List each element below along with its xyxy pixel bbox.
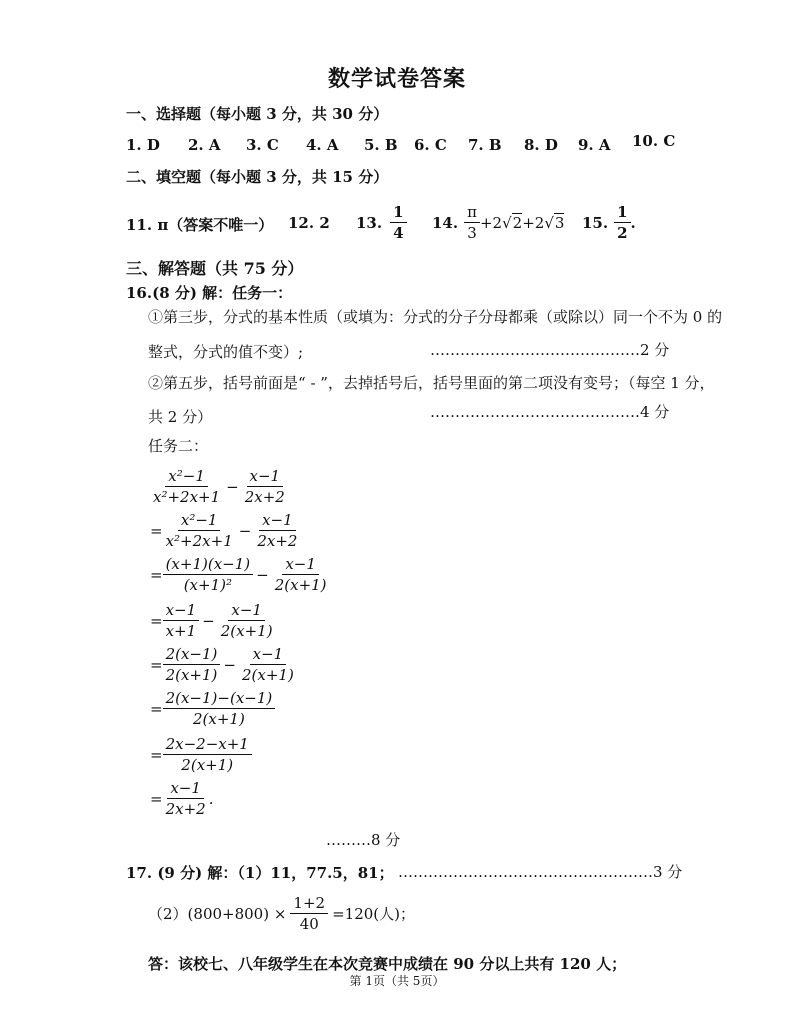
section-3-heading: 三、解答题（共 75 分） [126,259,304,278]
answer-6: 6. C [414,136,447,154]
q17-den: 40 [299,915,319,933]
step-operator: − [223,655,236,674]
q15-end: . [630,213,636,232]
step-a-den: 2(x+1) [165,666,218,684]
q17-part2-post: =120(人)； [332,905,415,923]
step-end: . [208,789,214,808]
step-b-den: 2(x+1) [274,576,327,594]
step-operator: − [226,477,239,496]
step-a-den: 2x+2 [165,800,206,818]
q13-fraction [390,202,406,243]
q16-item1-line2: 整式，分式的值不变）; [148,343,304,361]
step-b-num: x−1 [228,600,265,621]
step-a-num: x²−1 [178,510,221,531]
q14-fraction [464,202,480,243]
answer-10: 10. C [632,132,676,150]
step-b-num: x−1 [259,510,296,531]
q14-den: 3 [467,224,477,242]
step-fraction-a [163,734,252,775]
answer-9: 9. A [578,136,611,154]
answer-4: 4. A [306,136,339,154]
derivation-step [150,644,297,685]
step-fraction-a [150,466,223,507]
q17-answer: 答：该校七、八年级学生在本次竞赛中成绩在 90 分以上共有 120 人； [148,955,627,973]
derivation-step [150,688,275,729]
derivation-step [150,778,213,819]
sqrt-sign-icon: √ [544,213,554,232]
q16-item1-score: ……………………………………2 分 [430,341,670,359]
answer-11: 11. π（答案不唯一） [126,216,274,234]
step-a-den: x+1 [165,622,197,640]
q17-part2 [148,893,415,934]
answer-5: 5. B [364,136,398,154]
answer-12: 12. 2 [288,214,330,232]
q13-label: 13. [356,213,383,232]
derivation-step [150,510,300,551]
step-a-num: (x+1)(x−1) [163,554,254,575]
q16-item2-score: ……………………………………4 分 [430,403,670,421]
q15-fraction [614,202,630,243]
answer-7: 7. B [468,136,502,154]
step-operator: − [202,611,215,630]
step-fraction-a [163,778,209,819]
q17-num: 1+2 [290,893,328,914]
step-a-den: 2(x+1) [181,756,234,774]
section-1-heading: 一、选择题（每小题 3 分，共 30 分） [126,105,389,123]
q13-den: 4 [393,224,404,242]
page-footer: 第 1页（共 5页） [349,974,445,988]
step-a-num: 2(x−1) [163,644,221,665]
step-operator: − [238,521,252,540]
q13-num: 1 [390,202,406,223]
step-b-den: 2x+2 [244,488,285,506]
step-a-num: x²−1 [165,466,208,487]
derivation-step [150,466,288,507]
answer-2: 2. A [188,136,221,154]
q16-item2-line1: ②第五步，括号前面是“ - ”，去掉括号后，括号里面的第二项没有变号；（每空 1 分， [148,374,715,392]
step-b-den: 2x+2 [257,532,298,550]
step-prefix: = [150,655,163,674]
step-fraction-a [163,688,276,729]
answer-13 [356,202,407,243]
q14-plus-b: +2 [522,213,545,232]
q14-label: 14. [432,213,459,232]
step-b-num: x−1 [247,466,284,487]
q17-heading: 17. (9 分) 解：（1）11，77.5，81； [126,864,394,882]
derivation-step [150,554,330,595]
q17-fraction [290,893,328,934]
answer-3: 3. C [246,136,279,154]
q14-radicand-a: 2 [512,214,523,232]
answer-15 [582,202,636,243]
section-2-heading: 二、填空题（每小题 3 分，共 15 分） [126,168,389,186]
q16-heading: 16.(8 分) 解：任务一： [126,284,293,302]
q14-num: π [464,202,480,223]
step-prefix: = [150,745,163,764]
q16-final-score: ………8 分 [326,831,401,849]
step-fraction-a [163,600,200,641]
step-b-den: 2(x+1) [220,622,273,640]
step-a-den: (x+1)² [183,576,232,594]
q15-label: 15. [582,213,609,232]
page-title: 数学试卷答案 [327,66,466,92]
answer-8: 8. D [524,136,558,154]
step-prefix: = [150,565,163,584]
q17-score-1: ……………………………………………3 分 [398,863,683,881]
step-prefix: = [150,789,163,808]
step-a-den: x²+2x+1 [165,532,233,550]
step-fraction-a [163,510,236,551]
step-prefix: = [150,611,163,630]
step-b-num: x−1 [250,644,287,665]
q14-radicand-b: 3 [554,214,565,232]
step-a-num: x−1 [167,778,204,799]
q16-item2-line2: 共 2 分） [148,408,213,426]
q15-den: 2 [617,224,628,242]
step-a-den: 2(x+1) [193,710,245,728]
step-a-den: x²+2x+1 [153,488,221,506]
step-fraction-b [242,466,288,507]
q14-plus-a: +2 [479,213,503,232]
step-prefix: = [150,521,163,540]
derivation-step [150,600,276,641]
step-a-num: 2(x−1)−(x−1) [163,688,276,709]
answer-1: 1. D [126,136,160,154]
step-b-num: x−1 [282,554,319,575]
step-fraction-b [239,644,297,685]
derivation-step [150,734,252,775]
step-prefix: = [150,699,163,718]
step-fraction-b [254,510,300,551]
step-fraction-b [272,554,330,595]
step-operator: − [256,565,269,584]
step-fraction-a [163,554,254,595]
step-fraction-b [218,600,276,641]
step-b-den: 2(x+1) [241,666,294,684]
q15-num: 1 [614,202,630,223]
step-a-num: 2x−2−x+1 [163,734,252,755]
sqrt-sign-icon: √ [502,213,512,232]
q17-part2-pre: （2）(800+800) × [148,905,287,923]
answer-14 [432,202,564,243]
step-a-num: x−1 [163,600,200,621]
step-fraction-a [163,644,221,685]
q16-task2-label: 任务二： [148,437,209,455]
q16-item1-line1: ①第三步，分式的基本性质（或填为：分式的分子分母都乘（或除以）同一个不为 0 的 [148,308,723,326]
